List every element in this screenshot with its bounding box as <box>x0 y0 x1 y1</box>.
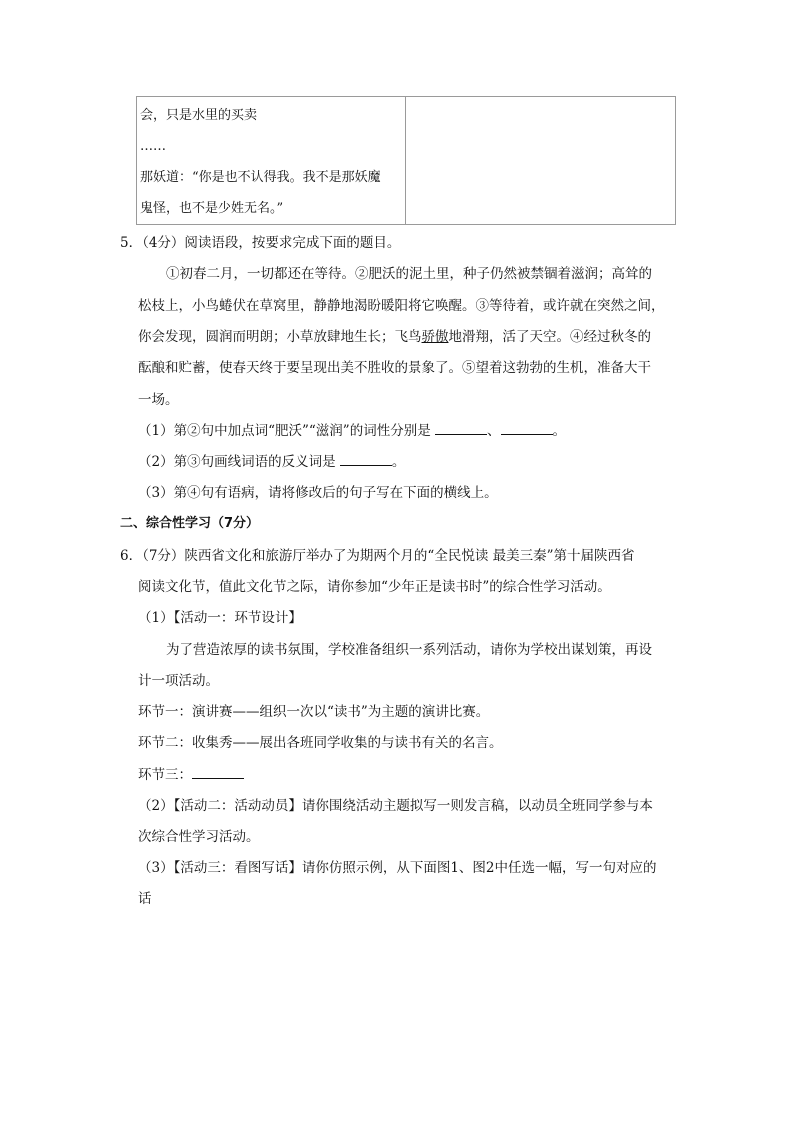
activity-1-body-line: 为了营造浓厚的读书氛围，学校准备组织一系列活动，请你为学校出谋划策，再设 <box>166 642 652 658</box>
question-6-stem-line: 6．（7分）陕西省文化和旅游厅举办了为期两个月的“全民悦读 最美三秦”第十届陕西省 <box>120 548 635 564</box>
step-3 <box>138 765 244 785</box>
separator: 、 <box>487 423 501 439</box>
table-text-line: 鬼怪，也不是少姓无名。” <box>140 201 284 216</box>
step-3-label: 环节三： <box>138 767 192 783</box>
passage-text: 你会发现，圆润而明朗；小草放肆地生长；飞鸟 <box>138 329 422 345</box>
step-2: 环节二：收集秀——展出各班同学收集的与读书有关的名言。 <box>138 735 503 751</box>
question-5-sub-3: （3）第④句有语病，请将修改后的句子写在下面的横线上。 <box>138 485 498 501</box>
activity-3-line: （3）【活动三：看图写话】请你仿照示例，从下面图1、图2中任选一幅，写一句对应的 <box>138 860 657 876</box>
answer-blank[interactable] <box>192 765 244 779</box>
question-5-sub-1 <box>138 421 566 441</box>
underlined-word: 骄傲 <box>421 329 449 345</box>
answer-blank[interactable] <box>340 452 392 466</box>
table-text-line: 那妖道：“你是也不认得我。我不是那妖魔 <box>140 170 381 185</box>
passage-text: 地滑翔，活了天空。④经过秋冬的 <box>448 329 651 345</box>
excerpt-table <box>136 96 676 225</box>
activity-1-body-line: 计一项活动。 <box>138 673 219 689</box>
passage-line <box>138 327 651 347</box>
question-5-sub-2 <box>138 452 405 472</box>
activity-3-line: 话 <box>138 891 152 907</box>
period: 。 <box>552 423 566 439</box>
answer-blank[interactable] <box>501 421 553 435</box>
section-heading: 二、综合性学习（7分） <box>120 516 260 531</box>
sub-question-text: （1）第②句中加点词“肥沃”“滋润”的词性分别是 <box>138 423 435 439</box>
period: 。 <box>391 454 406 470</box>
question-5-stem: 5．（4分）阅读语段，按要求完成下面的题目。 <box>120 235 401 251</box>
passage-line: 一场。 <box>138 392 179 408</box>
step-1: 环节一：演讲赛——组织一次以“读书”为主题的演讲比赛。 <box>138 704 490 720</box>
table-text-line: 会，只是水里的买卖 <box>140 108 258 123</box>
table-text-line: …… <box>140 139 166 154</box>
activity-1-title: （1）【活动一：环节设计】 <box>138 610 302 626</box>
question-6-stem-line: 阅读文化节，值此文化节之际，请你参加“少年正是读书时”的综合性学习活动。 <box>138 579 611 595</box>
passage-line: ①初春二月，一切都还在等待。②肥沃的泥土里，种子仍然被禁锢着滋润；高耸的 <box>166 266 652 282</box>
sub-question-text: （2）第③句画线词语的反义词是 <box>138 454 340 470</box>
answer-blank[interactable] <box>435 421 487 435</box>
activity-2-line: （2）【活动二：活动动员】请你围绕活动主题拟写一则发言稿，以动员全班同学参与本 <box>138 798 653 814</box>
activity-2-line: 次综合性学习活动。 <box>138 829 260 845</box>
excerpt-table-right-cell <box>406 97 676 225</box>
passage-line: 酝酿和贮蓄，使春天终于要呈现出美不胜收的景象了。⑤望着这勃勃的生机，准备大干 <box>138 360 651 376</box>
passage-line: 松枝上，小鸟蜷伏在草窝里，静静地渴盼暖阳将它唤醒。③等待着，或许就在突然之间， <box>138 298 665 314</box>
excerpt-table-left-cell <box>137 97 406 225</box>
